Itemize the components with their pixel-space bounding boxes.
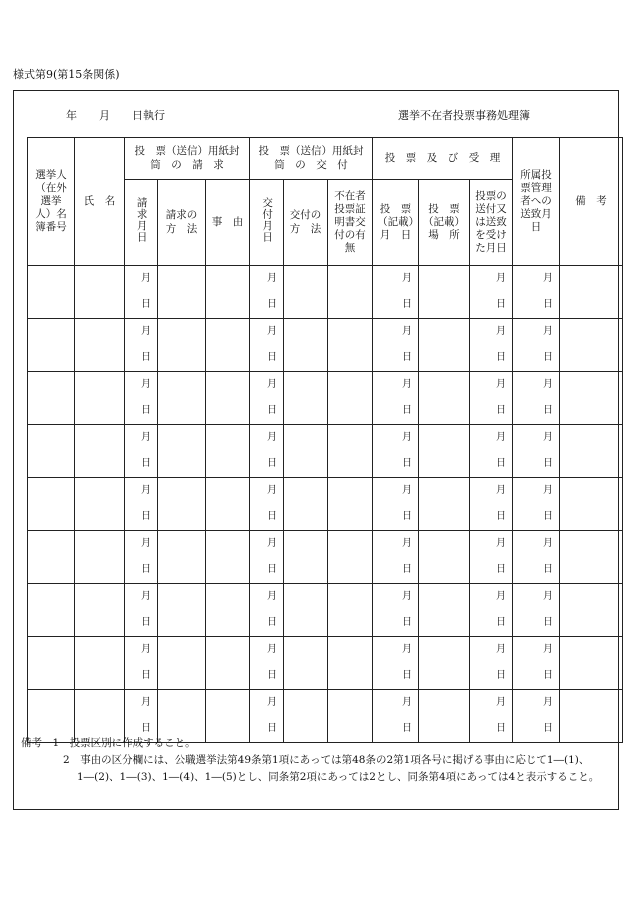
issue-group-header: 投 票（送信）用紙封 筒 の 交 付 [250, 138, 373, 180]
forward-date-header: 所属投票管理者への送致月日 [513, 138, 560, 266]
entry-cell[interactable] [328, 637, 373, 690]
month-mark: 月 [496, 485, 507, 496]
date-cell[interactable] [125, 637, 158, 690]
day-mark: 日 [496, 722, 507, 734]
month-mark: 月 [141, 432, 151, 443]
entry-cell[interactable] [158, 478, 206, 531]
date-cell[interactable] [470, 584, 513, 637]
voter-register-number-header: 選挙人（在外選挙人）名簿番号 [28, 138, 75, 266]
date-cell[interactable] [125, 425, 158, 478]
month-mark: 月 [496, 432, 507, 443]
date-cell[interactable] [373, 425, 419, 478]
date-cell[interactable] [470, 319, 513, 372]
entry-cell[interactable] [206, 319, 250, 372]
entry-cell[interactable] [328, 425, 373, 478]
entry-cell[interactable] [419, 319, 470, 372]
date-cell[interactable] [250, 266, 284, 319]
entry-cell[interactable] [206, 372, 250, 425]
entry-cell[interactable] [158, 319, 206, 372]
entry-cell[interactable] [158, 425, 206, 478]
day-mark: 日 [402, 457, 412, 469]
entry-cell[interactable] [75, 531, 125, 584]
entry-cell[interactable] [75, 266, 125, 319]
year-label: 年 [66, 109, 77, 122]
entry-cell[interactable] [560, 319, 623, 372]
month-mark: 月 [402, 326, 412, 337]
day-mark: 日 [141, 616, 151, 628]
day-mark: 日 [402, 351, 412, 363]
day-mark: 日 [141, 351, 151, 363]
date-cell[interactable] [513, 319, 560, 372]
month-mark: 月 [267, 697, 277, 708]
month-mark: 月 [267, 485, 277, 496]
entry-cell[interactable] [419, 531, 470, 584]
table-row [28, 372, 623, 425]
month-mark: 月 [267, 591, 277, 602]
month-label: 月 [99, 109, 110, 122]
month-mark: 月 [402, 379, 412, 390]
date-cell[interactable] [513, 425, 560, 478]
entry-cell[interactable] [158, 266, 206, 319]
day-mark: 日 [141, 669, 151, 681]
entry-cell[interactable] [560, 266, 623, 319]
month-mark: 月 [543, 538, 554, 549]
date-cell[interactable] [250, 637, 284, 690]
date-cell[interactable] [513, 266, 560, 319]
day-mark: 日 [402, 722, 412, 734]
date-cell[interactable] [513, 584, 560, 637]
month-mark: 月 [543, 697, 554, 708]
entry-cell[interactable] [284, 266, 328, 319]
entry-cell[interactable] [28, 584, 75, 637]
month-mark: 月 [496, 591, 507, 602]
date-cell[interactable] [373, 372, 419, 425]
request-date-header: 請求月日 [125, 180, 158, 266]
date-cell[interactable] [125, 584, 158, 637]
day-mark: 日 [496, 510, 507, 522]
day-mark: 日 [543, 457, 554, 469]
day-mark: 日 [543, 669, 554, 681]
month-mark: 月 [141, 485, 151, 496]
entry-cell[interactable] [419, 584, 470, 637]
day-mark: 日 [141, 563, 151, 575]
date-cell[interactable] [373, 637, 419, 690]
month-mark: 月 [402, 644, 412, 655]
date-cell[interactable] [373, 478, 419, 531]
certificate-header: 不在者投票証明書交付の有無 [328, 180, 373, 266]
day-mark: 日 [267, 616, 277, 628]
month-mark: 月 [496, 538, 507, 549]
receipt-group-header: 投 票 及 び 受 理 [373, 138, 513, 180]
date-cell[interactable] [513, 372, 560, 425]
entry-cell[interactable] [28, 372, 75, 425]
entry-cell[interactable] [158, 584, 206, 637]
month-mark: 月 [543, 326, 554, 337]
entry-cell[interactable] [284, 531, 328, 584]
entry-cell[interactable] [419, 478, 470, 531]
day-exec-label: 日執行 [132, 109, 165, 122]
day-mark: 日 [141, 722, 151, 734]
month-mark: 月 [496, 697, 507, 708]
entry-cell[interactable] [158, 372, 206, 425]
entry-cell[interactable] [284, 584, 328, 637]
ledger-table [27, 137, 623, 743]
entry-cell[interactable] [75, 319, 125, 372]
day-mark: 日 [402, 404, 412, 416]
month-mark: 月 [402, 485, 412, 496]
day-mark: 日 [267, 404, 277, 416]
month-mark: 月 [267, 326, 277, 337]
date-cell[interactable] [250, 372, 284, 425]
date-cell[interactable] [250, 319, 284, 372]
month-mark: 月 [141, 326, 151, 337]
month-mark: 月 [496, 326, 507, 337]
day-mark: 日 [267, 457, 277, 469]
day-mark: 日 [141, 298, 151, 310]
table-row [28, 266, 623, 319]
entry-cell[interactable] [206, 531, 250, 584]
month-mark: 月 [496, 644, 507, 655]
day-mark: 日 [496, 457, 507, 469]
day-mark: 日 [496, 404, 507, 416]
document-title: 選挙不在者投票事務処理簿 [398, 109, 530, 122]
month-mark: 月 [141, 644, 151, 655]
month-mark: 月 [543, 485, 554, 496]
date-cell[interactable] [250, 531, 284, 584]
entry-cell[interactable] [75, 372, 125, 425]
month-mark: 月 [543, 432, 554, 443]
entry-cell[interactable] [284, 478, 328, 531]
table-row [28, 425, 623, 478]
month-mark: 月 [267, 644, 277, 655]
day-mark: 日 [496, 298, 507, 310]
day-mark: 日 [543, 351, 554, 363]
note-2: 2 事由の区分欄には、公職選挙法第49条第1項にあっては第48条の2第1項各号に掲げる事由に応じて1―(1)、1―(2)、1―(3)、1―(4)、1―(5)とし、同条第2項にあっては2とし、同条第4項にあっては4と表示すること。 [63, 754, 600, 783]
date-cell[interactable] [250, 425, 284, 478]
entry-cell[interactable] [75, 637, 125, 690]
table-row [28, 531, 623, 584]
month-mark: 月 [402, 432, 412, 443]
entry-cell[interactable] [560, 425, 623, 478]
day-mark: 日 [543, 404, 554, 416]
month-mark: 月 [141, 379, 151, 390]
day-mark: 日 [543, 616, 554, 628]
election-date-line [66, 107, 165, 123]
date-cell[interactable] [470, 637, 513, 690]
day-mark: 日 [402, 616, 412, 628]
month-mark: 月 [402, 591, 412, 602]
day-mark: 日 [267, 298, 277, 310]
form-frame [13, 90, 619, 810]
entry-cell[interactable] [28, 478, 75, 531]
day-mark: 日 [496, 351, 507, 363]
month-mark: 月 [402, 697, 412, 708]
request-reason-header: 事 由 [206, 180, 250, 266]
month-mark: 月 [496, 273, 507, 284]
month-mark: 月 [267, 273, 277, 284]
date-cell[interactable] [513, 531, 560, 584]
month-mark: 月 [402, 538, 412, 549]
entry-cell[interactable] [75, 478, 125, 531]
notes [21, 735, 611, 786]
day-mark: 日 [543, 722, 554, 734]
date-cell[interactable] [470, 372, 513, 425]
date-cell[interactable] [125, 319, 158, 372]
entry-cell[interactable] [75, 425, 125, 478]
entry-cell[interactable] [284, 319, 328, 372]
entry-cell[interactable] [284, 372, 328, 425]
entry-cell[interactable] [560, 637, 623, 690]
table-row [28, 319, 623, 372]
entry-cell[interactable] [206, 425, 250, 478]
entry-cell[interactable] [560, 478, 623, 531]
entry-cell[interactable] [328, 266, 373, 319]
day-mark: 日 [267, 563, 277, 575]
date-cell[interactable] [470, 425, 513, 478]
date-cell[interactable] [250, 584, 284, 637]
date-cell[interactable] [125, 531, 158, 584]
day-mark: 日 [267, 351, 277, 363]
table-row [28, 584, 623, 637]
date-cell[interactable] [373, 319, 419, 372]
issue-method-header: 交付の方 法 [284, 180, 328, 266]
request-group-header: 投 票（送信）用紙封 筒 の 請 求 [125, 138, 250, 180]
date-cell[interactable] [125, 372, 158, 425]
name-header: 氏 名 [75, 138, 125, 266]
date-cell[interactable] [373, 584, 419, 637]
entry-cell[interactable] [28, 319, 75, 372]
entry-cell[interactable] [28, 637, 75, 690]
month-mark: 月 [543, 591, 554, 602]
month-mark: 月 [543, 273, 554, 284]
month-mark: 月 [267, 379, 277, 390]
day-mark: 日 [141, 404, 151, 416]
month-mark: 月 [267, 538, 277, 549]
date-cell[interactable] [373, 266, 419, 319]
date-cell[interactable] [125, 478, 158, 531]
entry-cell[interactable] [75, 584, 125, 637]
month-mark: 月 [141, 273, 151, 284]
day-mark: 日 [141, 457, 151, 469]
day-mark: 日 [496, 616, 507, 628]
date-cell[interactable] [470, 266, 513, 319]
form-number: 様式第9(第15条関係) [13, 68, 120, 81]
date-cell[interactable] [250, 478, 284, 531]
day-mark: 日 [402, 298, 412, 310]
date-cell[interactable] [373, 531, 419, 584]
day-mark: 日 [267, 722, 277, 734]
month-mark: 月 [543, 379, 554, 390]
month-mark: 月 [402, 273, 412, 284]
month-mark: 月 [267, 432, 277, 443]
entry-cell[interactable] [28, 266, 75, 319]
entry-cell[interactable] [206, 266, 250, 319]
entry-cell[interactable] [419, 372, 470, 425]
entry-cell[interactable] [158, 637, 206, 690]
entry-cell[interactable] [328, 584, 373, 637]
month-mark: 月 [141, 591, 151, 602]
entry-cell[interactable] [206, 584, 250, 637]
day-mark: 日 [402, 563, 412, 575]
entry-cell[interactable] [560, 372, 623, 425]
remarks-header: 備 考 [560, 138, 623, 266]
entry-cell[interactable] [206, 478, 250, 531]
date-cell[interactable] [513, 478, 560, 531]
entry-cell[interactable] [28, 425, 75, 478]
entry-cell[interactable] [328, 531, 373, 584]
day-mark: 日 [402, 669, 412, 681]
date-cell[interactable] [513, 637, 560, 690]
day-mark: 日 [496, 563, 507, 575]
entry-cell[interactable] [419, 637, 470, 690]
entry-cell[interactable] [328, 478, 373, 531]
date-cell[interactable] [125, 266, 158, 319]
entry-cell[interactable] [158, 531, 206, 584]
entry-cell[interactable] [28, 531, 75, 584]
entry-cell[interactable] [284, 425, 328, 478]
day-mark: 日 [141, 510, 151, 522]
month-mark: 月 [141, 697, 151, 708]
request-method-header: 請求の方 法 [158, 180, 206, 266]
entry-cell[interactable] [328, 372, 373, 425]
day-mark: 日 [496, 669, 507, 681]
entry-cell[interactable] [560, 584, 623, 637]
month-mark: 月 [496, 379, 507, 390]
entry-cell[interactable] [328, 319, 373, 372]
month-mark: 月 [543, 644, 554, 655]
note-1: 備考 1 投票区別に作成すること。 [21, 737, 196, 749]
day-mark: 日 [267, 669, 277, 681]
vote-place-header: 投 票（記載）場 所 [419, 180, 470, 266]
entry-cell[interactable] [284, 637, 328, 690]
sent-date-header: 投票の送付又は送致を受けた月日 [470, 180, 513, 266]
day-mark: 日 [543, 563, 554, 575]
entry-cell[interactable] [560, 531, 623, 584]
vote-date-header: 投 票（記載）月 日 [373, 180, 419, 266]
entry-cell[interactable] [419, 425, 470, 478]
date-cell[interactable] [470, 531, 513, 584]
entry-cell[interactable] [206, 637, 250, 690]
day-mark: 日 [267, 510, 277, 522]
entry-cell[interactable] [419, 266, 470, 319]
issue-date-header: 交付月日 [250, 180, 284, 266]
day-mark: 日 [543, 298, 554, 310]
day-mark: 日 [543, 510, 554, 522]
ledger-rows [28, 266, 623, 743]
date-cell[interactable] [470, 478, 513, 531]
table-row [28, 478, 623, 531]
day-mark: 日 [402, 510, 412, 522]
table-row [28, 637, 623, 690]
month-mark: 月 [141, 538, 151, 549]
